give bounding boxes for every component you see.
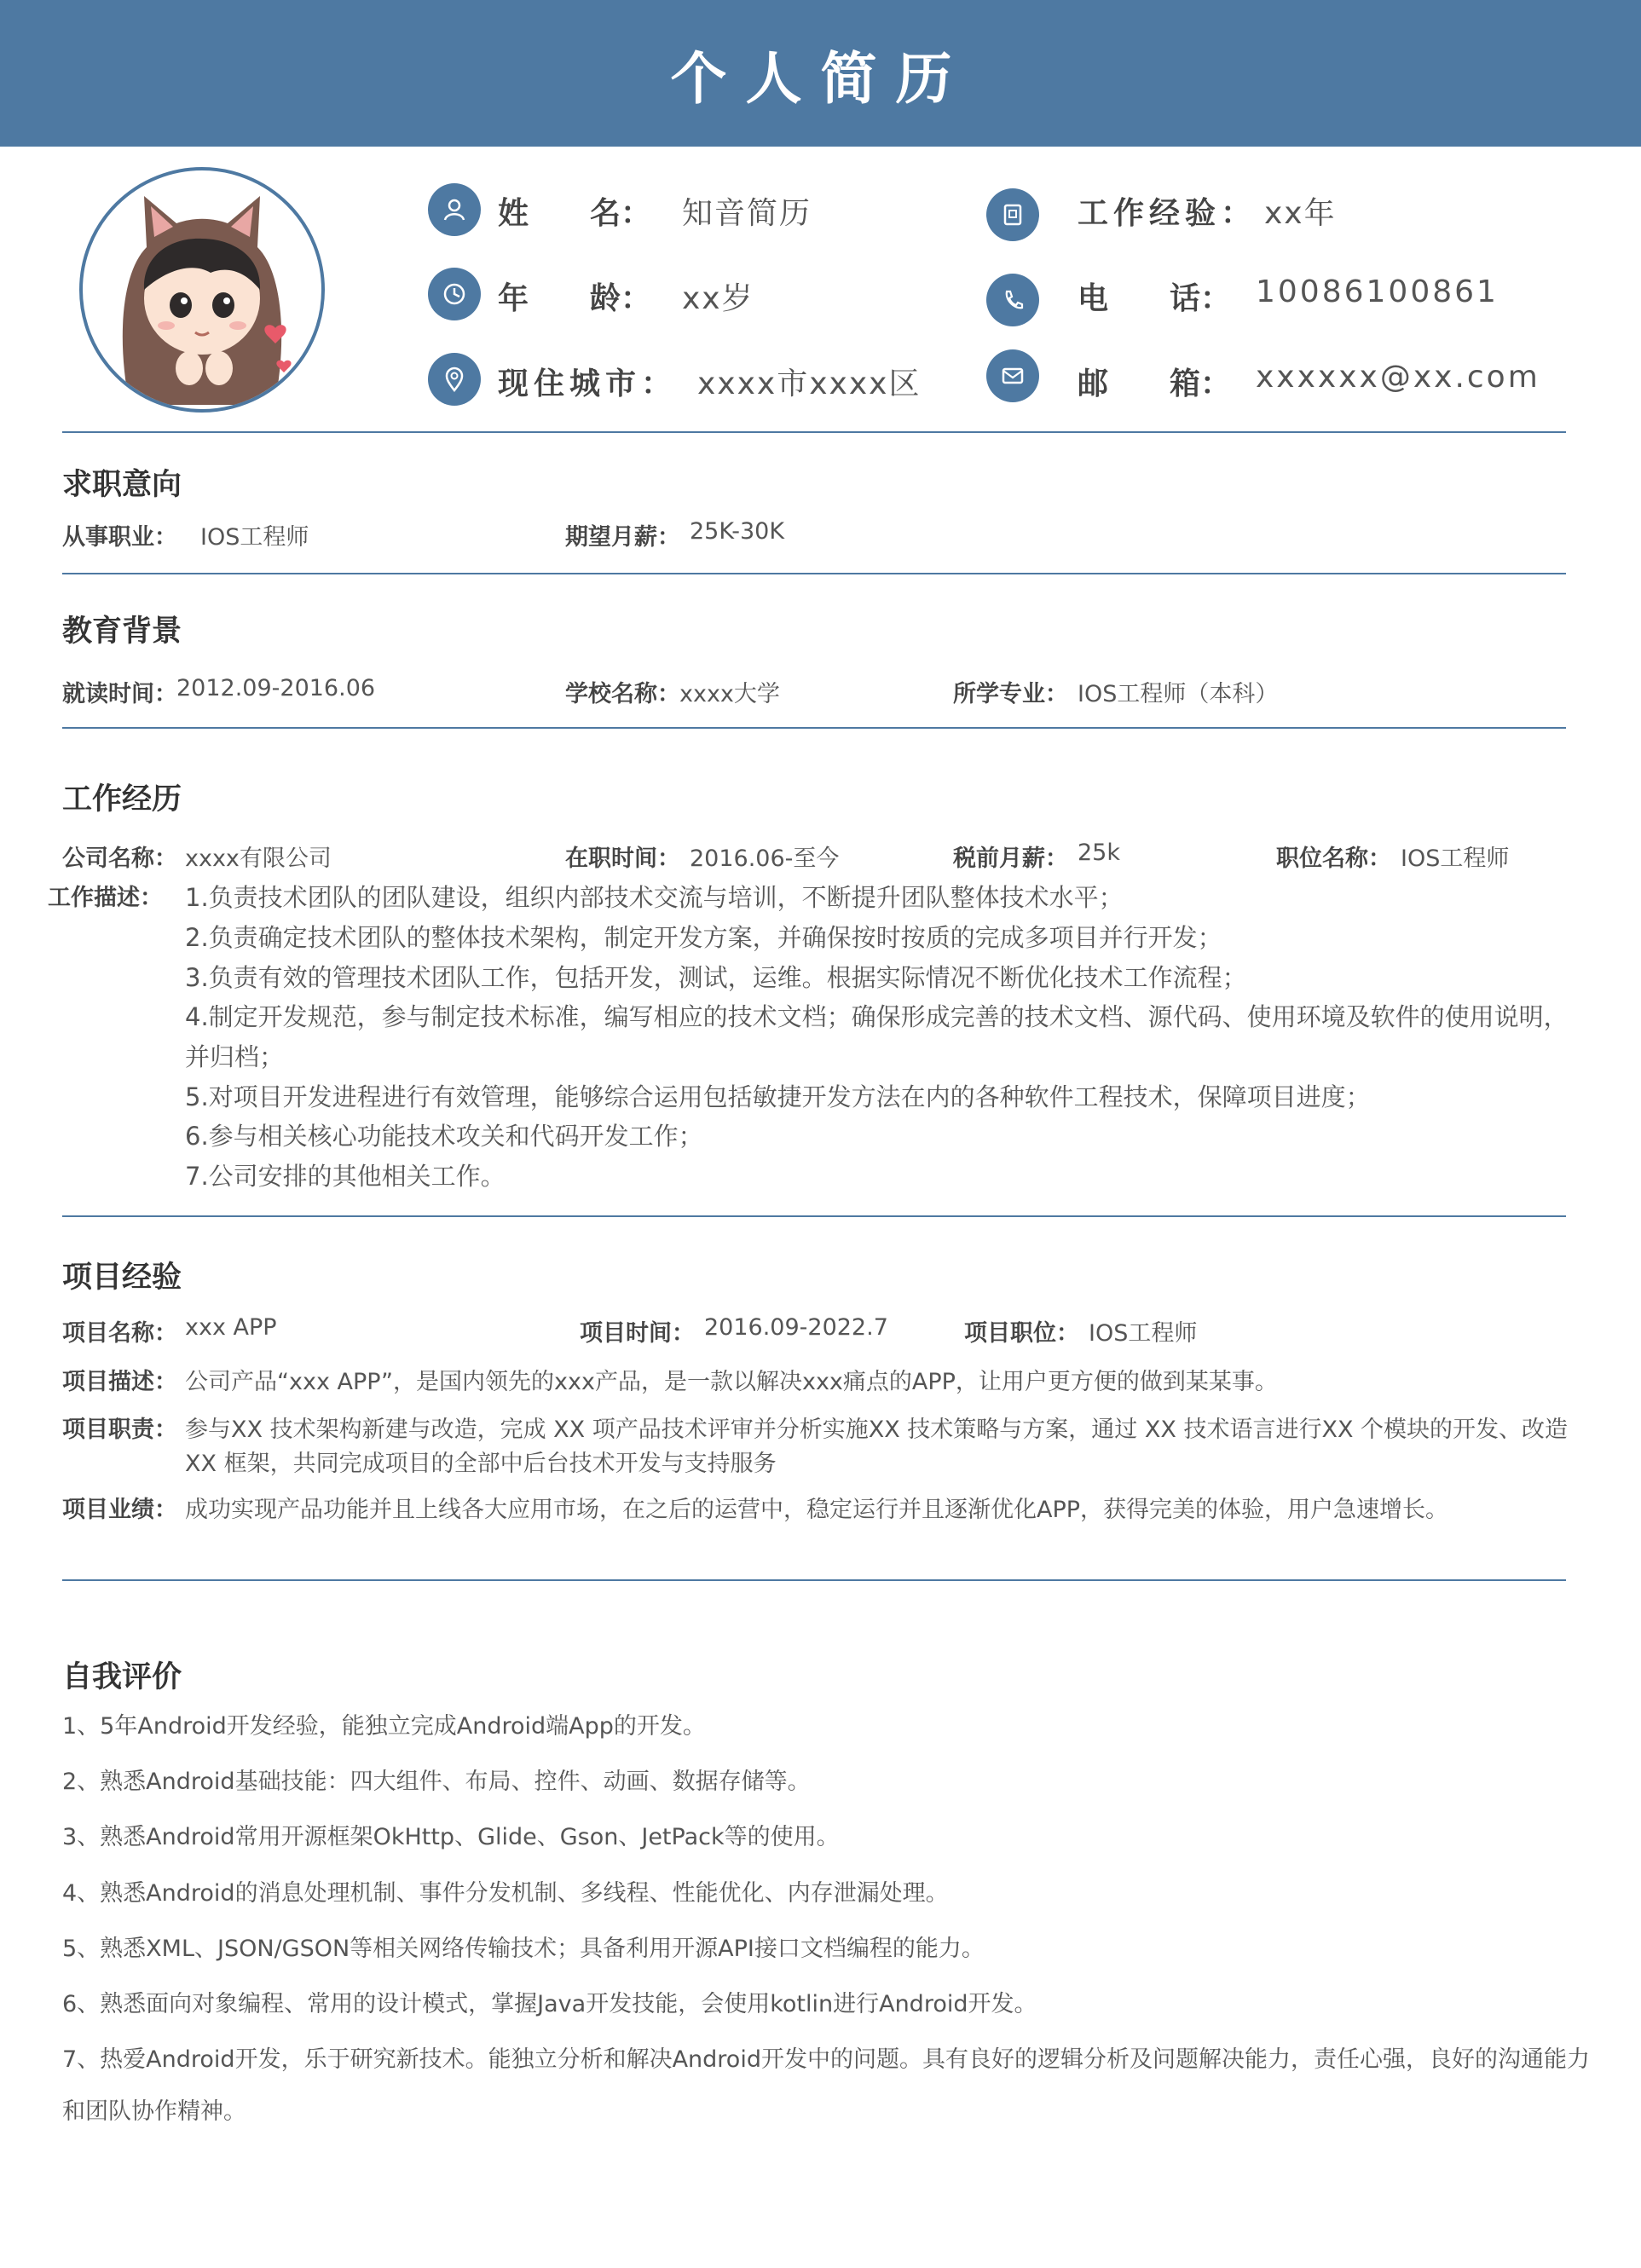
user-icon	[428, 183, 481, 236]
study-period-label: 就读时间：	[62, 681, 177, 707]
section-title-project: 项目经验	[62, 1261, 182, 1295]
divider	[62, 431, 1566, 433]
work-duty-item: 3.负责有效的管理技术团队工作，包括开发，测试，运维。根据实际情况不断优化技术工作流程；	[185, 963, 1247, 992]
self-eval-item: 和团队协作精神。	[62, 2098, 246, 2125]
project-duty-line: 参与XX 技术架构新建与改造，完成 XX 项产品技术评审并分析实施XX 技术策略与方案，通过 XX 技术语言进行XX 个模块的开发、改造	[185, 1417, 1569, 1443]
self-eval-item: 2、熟悉Android基础技能：四大组件、布局、控件、动画、数据存储等。	[62, 1769, 811, 1795]
work-duty-item: 6.参与相关核心功能技术攻关和代码开发工作；	[185, 1122, 703, 1151]
age-label: 年 龄：	[498, 281, 652, 316]
envelope-icon	[986, 349, 1039, 402]
work-period-label: 在职时间：	[565, 845, 680, 872]
project-period-label: 项目时间：	[580, 1320, 695, 1347]
section-title-job-intention: 求职意向	[62, 468, 182, 502]
phone-label: 电 话：	[1078, 281, 1232, 316]
work-duty-item: 1.负责技术团队的团队建设，组织内部技术交流与培训，不断提升团队整体技术水平；	[185, 883, 1124, 912]
header-banner	[0, 0, 1641, 147]
company-label: 公司名称：	[62, 845, 177, 872]
self-eval-item: 6、熟悉面向对象编程、常用的设计模式，掌握Java开发技能，会使用kotlin进行Android开发。	[62, 1991, 1037, 2017]
experience-label: 工作经验：	[1078, 196, 1257, 231]
divider	[62, 727, 1566, 729]
expected-salary-value: 25K-30K	[690, 518, 785, 545]
self-eval-item: 5、熟悉XML、JSON/GSON等相关网络传输技术；具备利用开源API接口文档编程的能力。	[62, 1936, 985, 1962]
age-value: xx岁	[682, 281, 754, 316]
location-pin-icon	[428, 353, 481, 406]
phone-icon	[986, 274, 1039, 326]
occupation-label: 从事职业：	[62, 524, 177, 551]
divider	[62, 1579, 1566, 1581]
project-period-value: 2016.09-2022.7	[704, 1314, 888, 1341]
major-label: 所学专业：	[953, 681, 1068, 707]
project-result-value: 成功实现产品功能并且上线各大应用市场，在之后的运营中，稳定运行并且逐渐优化APP，获得完美的体验，用户急速增长。	[185, 1497, 1449, 1523]
occupation-value: IOS工程师	[200, 524, 309, 551]
self-eval-item: 3、熟悉Android常用开源框架OkHttp、Glide、Gson、JetPack等的使用。	[62, 1824, 840, 1850]
project-duty-label: 项目职责：	[62, 1417, 177, 1443]
section-title-work: 工作经历	[62, 782, 182, 817]
avatar	[79, 167, 325, 413]
project-result-label: 项目业绩：	[62, 1497, 177, 1523]
page-title: 个人简历	[670, 45, 971, 112]
city-value: xxxx市xxxx区	[697, 366, 922, 401]
email-label: 邮 箱：	[1078, 366, 1232, 401]
work-duty-item: 2.负责确定技术团队的整体技术架构，制定开发方案，并确保按时按质的完成多项目并行开发；	[185, 923, 1222, 952]
divider	[62, 1215, 1566, 1217]
expected-salary-label: 期望月薪：	[565, 524, 680, 551]
project-duty-line: XX 框架，共同完成项目的全部中后台技术开发与支持服务	[185, 1451, 777, 1477]
experience-value: xx年	[1264, 196, 1337, 231]
major-value: IOS工程师（本科）	[1078, 681, 1279, 707]
section-title-education: 教育背景	[62, 615, 182, 649]
position-label: 职位名称：	[1276, 845, 1391, 872]
project-description-label: 项目描述：	[62, 1369, 177, 1395]
self-eval-item: 7、热爱Android开发，乐于研究新技术。能独立分析和解决Android开发中的问题。具有良好的逻辑分析及问题解决能力，责任心强，良好的沟通能力	[62, 2046, 1590, 2073]
briefcase-icon	[986, 188, 1039, 241]
work-duty-item: 4.制定开发规范，参与制定技术标准，编写相应的技术文档；确保形成完善的技术文档、源代码、使用环境及软件的使用说明，	[185, 1002, 1569, 1031]
project-role-label: 项目职位：	[964, 1320, 1079, 1347]
self-eval-item: 4、熟悉Android的消息处理机制、事件分发机制、多线程、性能优化、内存泄漏处理。	[62, 1880, 949, 1907]
phone-value: 10086100861	[1256, 274, 1499, 309]
divider	[62, 573, 1566, 574]
name-label: 姓 名：	[498, 196, 652, 231]
email-value: xxxxxx@xx.com	[1256, 360, 1540, 395]
work-duty-item: 5.对项目开发进程进行有效管理，能够综合运用包括敏捷开发方法在内的各种软件工程技术，保障项目进度；	[185, 1082, 1371, 1111]
pretax-salary-value: 25k	[1078, 840, 1120, 866]
avatar-illustration	[83, 170, 321, 409]
section-title-self-evaluation: 自我评价	[62, 1660, 182, 1694]
project-name-label: 项目名称：	[62, 1320, 177, 1347]
position-value: IOS工程师	[1401, 845, 1510, 872]
pretax-salary-label: 税前月薪：	[953, 845, 1068, 872]
company-value: xxxx有限公司	[185, 845, 332, 872]
study-period-value: 2012.09-2016.06	[176, 675, 376, 701]
school-label: 学校名称：	[565, 681, 680, 707]
project-role-value: IOS工程师	[1089, 1320, 1198, 1347]
name-value: 知音简历	[682, 196, 812, 231]
city-label: 现住城市：	[498, 366, 678, 401]
project-name-value: xxx APP	[185, 1314, 277, 1341]
work-duty-item: 7.公司安排的其他相关工作。	[185, 1162, 506, 1191]
project-description-value: 公司产品“xxx APP”，是国内领先的xxx产品，是一款以解决xxx痛点的APP，让用户更方便的做到某某事。	[185, 1369, 1278, 1395]
self-eval-item: 1、5年Android开发经验，能独立完成Android端App的开发。	[62, 1713, 706, 1740]
school-value: xxxx大学	[679, 681, 780, 707]
clock-icon	[428, 268, 481, 320]
work-duty-item: 并归档；	[185, 1042, 285, 1071]
work-period-value: 2016.06-至今	[690, 845, 840, 872]
work-description-label: 工作描述：	[48, 885, 163, 911]
